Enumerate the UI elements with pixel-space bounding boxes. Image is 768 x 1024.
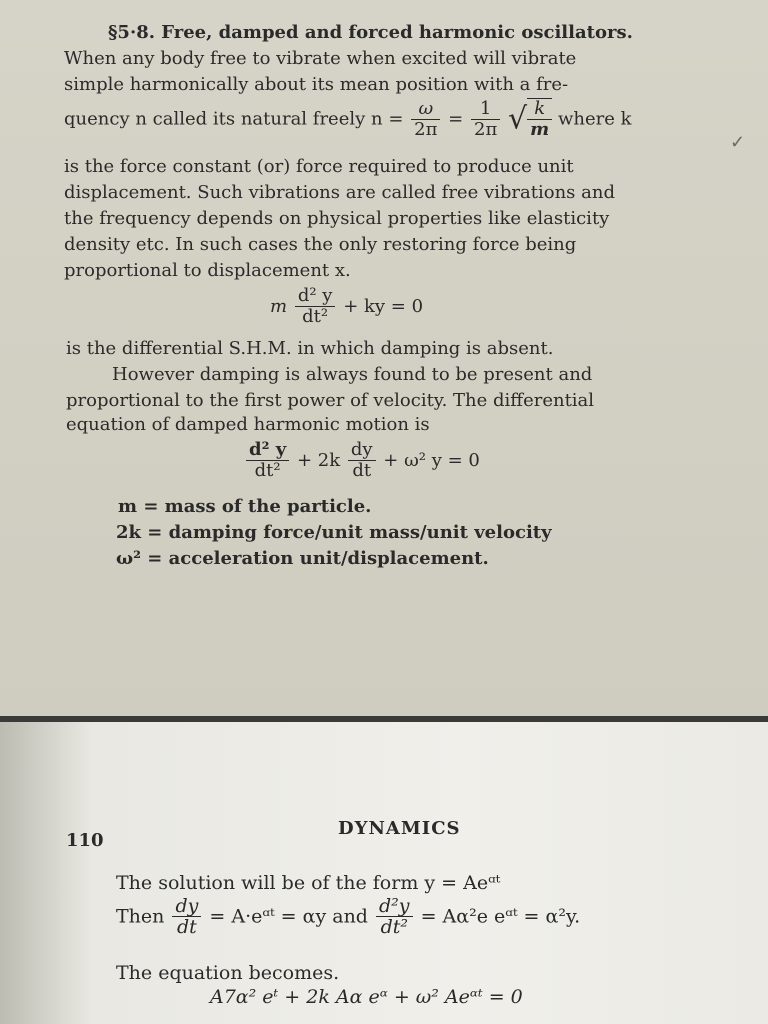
derivative-rest: = Aα²e eᵅᵗ = α²y. [420, 905, 581, 928]
para2-line5: proportional to displacement x. [64, 260, 351, 281]
freq-prefix: quency n called its natural freely n = [64, 108, 404, 130]
equation-shm [270, 286, 423, 327]
para3-line4: equation of damped harmonic motion is [66, 414, 430, 435]
dt: dt [176, 916, 197, 938]
freq-suffix: where k [557, 108, 632, 130]
eq1-rest: + ky = 0 [343, 296, 424, 317]
equation-damped [244, 440, 480, 481]
derivative-line [116, 896, 580, 937]
para3-line2: However damping is always found to be present and [112, 364, 593, 385]
running-head: DYNAMICS [338, 818, 461, 839]
para2-line2: displacement. Such vibrations are called free vibrations and [64, 182, 615, 203]
d2y: d²y [376, 896, 413, 917]
k-symbol: k [527, 99, 552, 120]
two-pi: 2π [414, 118, 438, 140]
def-mass: m = mass of the particle. [118, 496, 372, 517]
one-over-2pi [471, 99, 500, 140]
d2y-dt2 [376, 896, 413, 937]
eq2-fraction1 [246, 440, 289, 481]
eq2-num2: dy [348, 440, 376, 461]
def-damping: 2k = damping force/unit mass/unit velocity [116, 522, 552, 543]
one: 1 [471, 99, 500, 120]
para3-line3: proportional to the first power of velocity. The differential [66, 390, 595, 411]
para2-line3: the frequency depends on physical properties like elasticity [64, 208, 610, 229]
section-heading: §5·8. Free, damped and forced harmonic oscillators. [108, 22, 633, 43]
substituted-equation: A7α² eᵗ + 2k Aα eᵅ + ω² Aeᵅᵗ = 0 [210, 986, 523, 1008]
eq2-den1: dt² [254, 460, 281, 481]
eq2-mid: + 2k [296, 450, 341, 471]
eq1-m: m [270, 296, 288, 317]
sqrt-k-over-m: √ $\frac{k}{m}$ [508, 98, 552, 140]
dt2: dt² [380, 916, 408, 938]
then-word: Then [116, 905, 165, 928]
para2-line4: density etc. In such cases the only restoring force being [64, 234, 577, 255]
bottom-page [0, 722, 768, 1024]
two-pi-2: 2π [474, 118, 498, 140]
margin-check-mark: ✓ [730, 132, 746, 153]
solution-line: The solution will be of the form y = Aeᵅᵗ [116, 872, 501, 894]
eq2-num1: d² y [246, 440, 289, 461]
def-acceleration: ω² = acceleration unit/displacement. [116, 548, 489, 569]
para3-line1: is the differential S.H.M. in which damping is absent. [66, 338, 554, 359]
m-symbol: m [530, 119, 550, 140]
eq2-rest: + ω² y = 0 [383, 450, 480, 471]
para1-line2: simple harmonically about its mean position with a fre- [64, 74, 569, 95]
page-number: 110 [66, 830, 104, 851]
para1-line1: When any body free to vibrate when excited will vibrate [64, 48, 577, 69]
omega-symbol: ω [411, 99, 440, 120]
dy: dy [172, 896, 201, 917]
eq2-den2: dt [352, 460, 372, 481]
frequency-line: quency n called its natural freely n = $\frac{\omega}{2\pi}$ = $\frac{1}{2\pi}$ √ $\frac{k}{m}$ where k [64, 97, 632, 140]
eq1-fraction [295, 286, 336, 327]
derivative-mid: = A·eᵅᵗ = αy and [209, 905, 368, 928]
equation-becomes: The equation becomes. [116, 962, 340, 984]
omega-over-2pi [411, 99, 440, 140]
eq1-num: d² y [295, 286, 336, 307]
dy-dt [172, 896, 201, 937]
para2-line1: is the force constant (or) force required to produce unit [64, 156, 574, 177]
eq2-fraction2 [348, 440, 376, 481]
eq1-den: dt² [302, 306, 329, 327]
